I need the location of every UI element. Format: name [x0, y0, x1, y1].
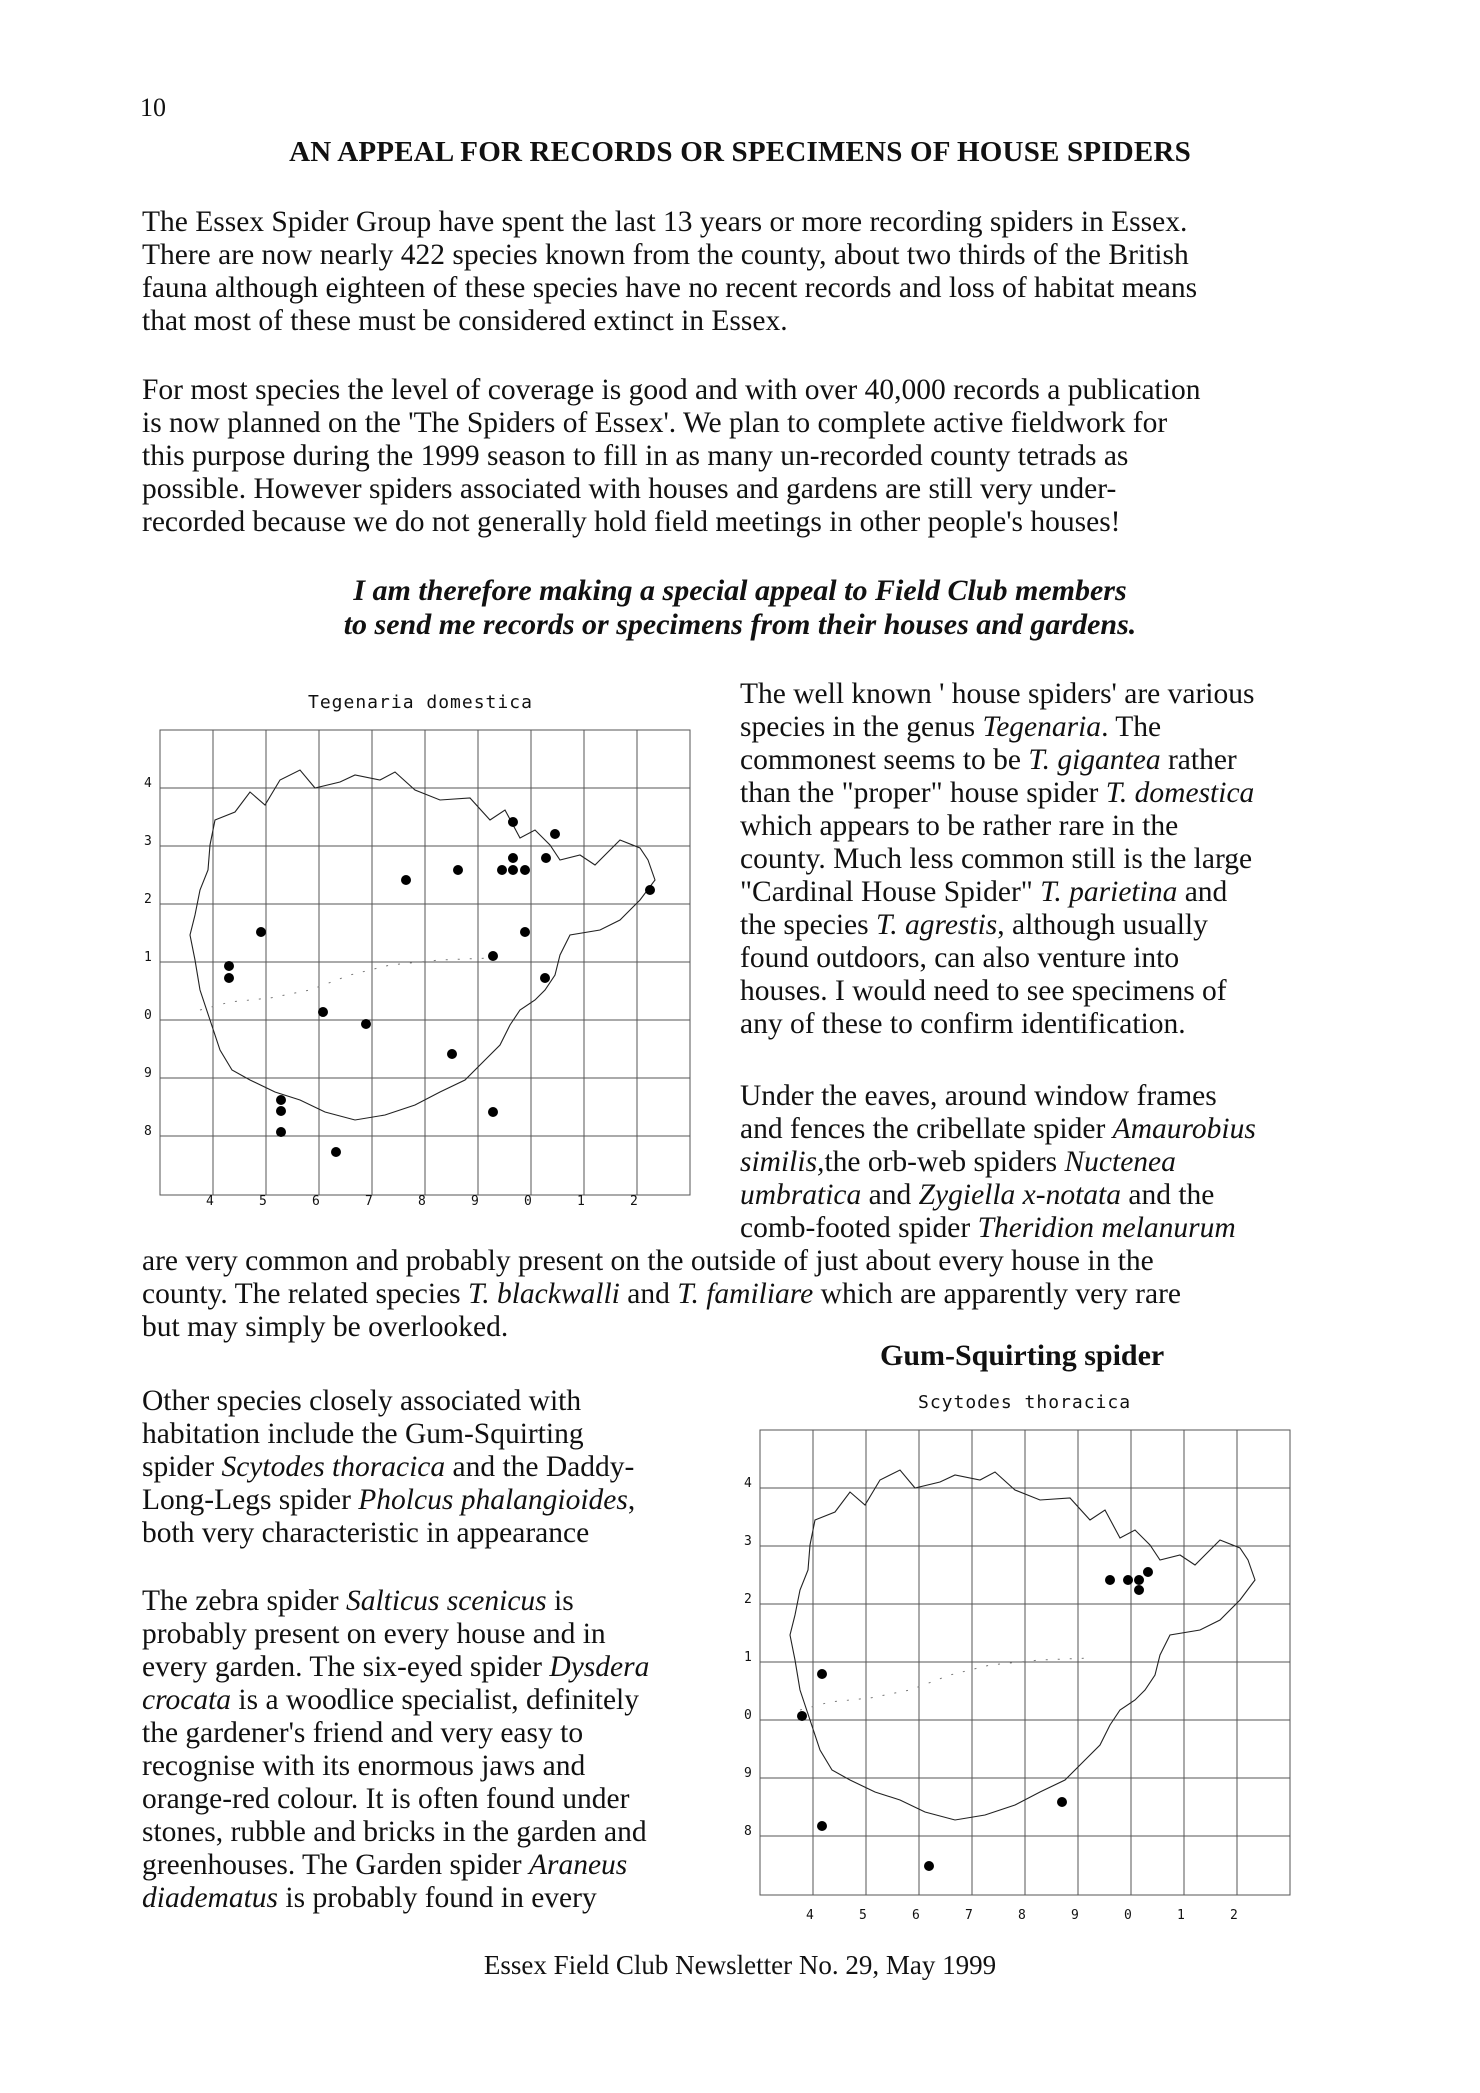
text-line: species in the genus Tegenaria. The — [740, 711, 1162, 743]
text-line: the species T. agrestis, although usually — [740, 909, 1208, 941]
text-line: both very characteristic in appearance — [142, 1517, 590, 1549]
distribution-map-tegenaria — [140, 720, 700, 1210]
text-line: commonest seems to be T. gigantea rather — [740, 744, 1237, 776]
text-line: this purpose during the 1999 season to fill in as many un-recorded county tetrads as — [142, 440, 1129, 472]
text-line: similis,the orb-web spiders Nuctenea — [740, 1146, 1176, 1178]
axis-label-x: 5 — [859, 1908, 867, 1923]
axis-label-x: 2 — [630, 1194, 638, 1209]
text-line: The well known ' house spiders' are various — [740, 678, 1255, 710]
axis-label-x: 1 — [577, 1194, 585, 1209]
axis-label-y: 1 — [744, 1650, 752, 1665]
article-title: AN APPEAL FOR RECORDS OR SPECIMENS OF HOUSE SPIDERS — [289, 136, 1191, 168]
appeal-line: I am therefore making a special appeal to Field Club members — [353, 574, 1127, 607]
text-line: that most of these must be considered extinct in Essex. — [142, 305, 788, 337]
axis-label-y: 2 — [144, 892, 152, 907]
text-line: every garden. The six-eyed spider Dysdera — [142, 1651, 650, 1683]
appeal-line: to send me records or specimens from their houses and gardens. — [343, 608, 1137, 641]
text-line: The Essex Spider Group have spent the last 13 years or more recording spiders in Essex. — [142, 206, 1188, 238]
page-footer: Essex Field Club Newsletter No. 29, May 1999 — [483, 1950, 997, 1980]
axis-label-y: 0 — [144, 1008, 152, 1023]
axis-label-x: 7 — [965, 1908, 973, 1923]
text-line: but may simply be overlooked. — [142, 1311, 509, 1343]
text-line: Other species closely associated with — [142, 1385, 582, 1417]
text-line: and fences the cribellate spider Amaurobius — [740, 1113, 1256, 1145]
axis-label-y: 8 — [144, 1124, 152, 1139]
text-line: Under the eaves, around window frames — [740, 1080, 1217, 1112]
axis-label-x: 9 — [1071, 1908, 1079, 1923]
record-dots — [224, 817, 655, 1157]
page-number: 10 — [140, 93, 166, 122]
text-line: county. Much less common still is the large — [740, 843, 1253, 875]
axis-label-y: 3 — [144, 834, 152, 849]
axis-label-y: 3 — [744, 1534, 752, 1549]
axis-label-y: 0 — [744, 1708, 752, 1723]
text-line: Long-Legs spider Pholcus phalangioides, — [142, 1484, 636, 1516]
axis-label-x: 2 — [1230, 1908, 1238, 1923]
axis-label-x: 6 — [312, 1194, 320, 1209]
axis-label-x: 4 — [806, 1908, 814, 1923]
distribution-map-scytodes — [740, 1420, 1300, 1900]
text-line: "Cardinal House Spider" T. parietina and — [740, 876, 1228, 908]
county-outline — [190, 770, 655, 1120]
axis-label-y: 2 — [744, 1592, 752, 1607]
axis-label-x: 8 — [1018, 1908, 1026, 1923]
text-line: possible. However spiders associated with houses and gardens are still very under- — [142, 473, 1117, 505]
text-line: which appears to be rather rare in the — [740, 810, 1179, 842]
text-line: For most species the level of coverage is good and with over 40,000 records a publication — [142, 374, 1201, 406]
text-line: umbratica and Zygiella x-notata and the — [740, 1179, 1215, 1211]
text-line: habitation include the Gum-Squirting — [142, 1418, 584, 1450]
axis-label-x: 7 — [365, 1194, 373, 1209]
text-line: diadematus is probably found in every — [142, 1882, 597, 1914]
county-boundary-dotted — [800, 1658, 1090, 1710]
axis-label-x: 6 — [912, 1908, 920, 1923]
text-line: found outdoors, can also venture into — [740, 942, 1180, 974]
text-line: There are now nearly 422 species known from the county, about two thirds of the British — [142, 239, 1189, 271]
axis-label-x: 9 — [471, 1194, 479, 1209]
text-line: the gardener's friend and very easy to — [142, 1717, 584, 1749]
county-outline — [790, 1470, 1255, 1820]
axis-label-y: 4 — [144, 776, 152, 791]
county-boundary-dotted — [200, 958, 490, 1010]
text-line: fauna although eighteen of these species have no recent records and loss of habitat means — [142, 272, 1198, 304]
map-grid — [160, 730, 690, 1195]
text-line: houses. I would need to see specimens of — [740, 975, 1227, 1007]
text-line: is now planned on the 'The Spiders of Essex'. We plan to complete active fieldwork for — [142, 407, 1168, 439]
axis-label-x: 1 — [1177, 1908, 1185, 1923]
axis-label-x: 0 — [524, 1194, 532, 1209]
text-line: spider Scytodes thoracica and the Daddy- — [142, 1451, 635, 1483]
axis-label-x: 8 — [418, 1194, 426, 1209]
map-title: Tegenaria domestica — [308, 692, 533, 713]
text-line: crocata is a woodlice specialist, definitely — [142, 1684, 640, 1716]
record-dots — [797, 1567, 1153, 1871]
text-line: orange-red colour. It is often found under — [142, 1783, 630, 1815]
text-line: comb-footed spider Theridion melanurum — [740, 1212, 1236, 1244]
axis-label-y: 9 — [744, 1766, 752, 1781]
axis-label-x: 5 — [259, 1194, 267, 1209]
text-line: stones, rubble and bricks in the garden and — [142, 1816, 647, 1848]
text-line: are very common and probably present on the outside of just about every house in the — [142, 1245, 1154, 1277]
text-line: The zebra spider Salticus scenicus is — [142, 1585, 574, 1617]
map-grid — [760, 1430, 1290, 1895]
map-title: Scytodes thoracica — [918, 1392, 1132, 1413]
axis-label-y: 4 — [744, 1476, 752, 1491]
text-line: than the "proper" house spider T. domestica — [740, 777, 1255, 809]
axis-label-y: 8 — [744, 1824, 752, 1839]
text-line: recognise with its enormous jaws and — [142, 1750, 586, 1782]
text-line: probably present on every house and in — [142, 1618, 606, 1650]
text-line: any of these to confirm identification. — [740, 1008, 1186, 1040]
axis-label-y: 9 — [144, 1066, 152, 1081]
text-line: county. The related species T. blackwalli and T. familiare which are apparently very rare — [142, 1278, 1182, 1310]
text-line: greenhouses. The Garden spider Araneus — [142, 1849, 628, 1881]
section-heading: Gum-Squirting spider — [880, 1339, 1165, 1372]
axis-label-x: 0 — [1124, 1908, 1132, 1923]
text-line: recorded because we do not generally hold field meetings in other people's houses! — [142, 506, 1121, 538]
axis-label-y: 1 — [144, 950, 152, 965]
axis-label-x: 4 — [206, 1194, 214, 1209]
